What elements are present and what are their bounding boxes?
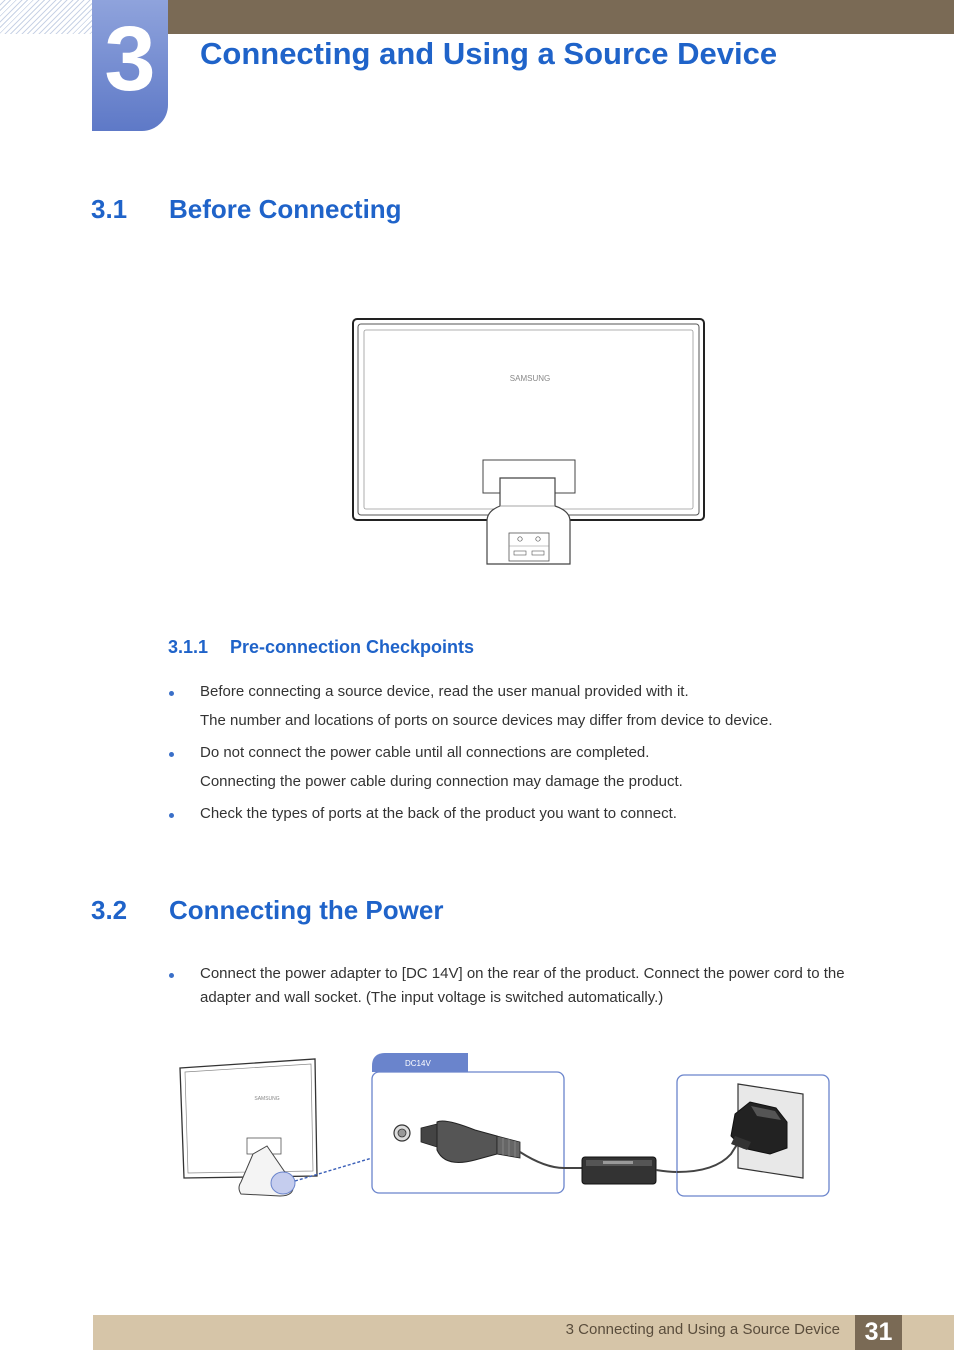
monitor-rear-illustration: [350, 316, 710, 570]
checkpoint-note: The number and locations of ports on source devices may differ from device to device.: [200, 712, 773, 729]
subsection-heading-pre-connection: [168, 637, 668, 661]
bullet-icon: [169, 691, 174, 696]
power-instruction-line-1: Connect the power adapter to [DC 14V] on the rear of the product. Connect the power cord to the: [200, 965, 845, 982]
section-heading-connecting-power: [91, 895, 591, 927]
monitor-small-illustration: [180, 1059, 317, 1196]
chapter-number: 3: [104, 8, 156, 110]
section-title: Before Connecting: [169, 194, 402, 224]
section-heading-before-connecting: [91, 194, 591, 226]
page-number: 31: [855, 1315, 902, 1350]
brand-logo-text: SAMSUNG: [509, 374, 551, 383]
checkpoint-item: Before connecting a source device, read the user manual provided with it.: [200, 683, 689, 700]
subsection-number: 3.1.1: [168, 637, 209, 657]
checkpoint-item: Do not connect the power cable until all connections are completed.: [200, 744, 650, 761]
chapter-title: Connecting and Using a Source Device: [200, 36, 778, 71]
brand-logo-text: SAMSUNG: [254, 1096, 280, 1102]
power-connection-illustration: [175, 1050, 840, 1202]
section-number: 3.1: [91, 194, 128, 224]
port-label: DC14V: [405, 1059, 431, 1068]
subsection-title: Pre-connection Checkpoints: [230, 637, 475, 657]
checkpoint-note: Connecting the power cable during connection may damage the product.: [200, 773, 683, 790]
section-number: 3.2: [91, 895, 128, 925]
checkpoint-item: Check the types of ports at the back of the product you want to connect.: [200, 805, 677, 822]
power-instruction-line-2: adapter and wall socket. (The input voltage is switched automatically.): [200, 989, 664, 1006]
bullet-icon: [169, 973, 174, 978]
section-title: Connecting the Power: [169, 895, 444, 925]
header-bar: [168, 0, 954, 34]
bullet-icon: [169, 813, 174, 818]
header-hatch-pattern: [0, 0, 92, 34]
footer-chapter-title: 3 Connecting and Using a Source Device: [565, 1321, 840, 1338]
bullet-icon: [169, 752, 174, 757]
